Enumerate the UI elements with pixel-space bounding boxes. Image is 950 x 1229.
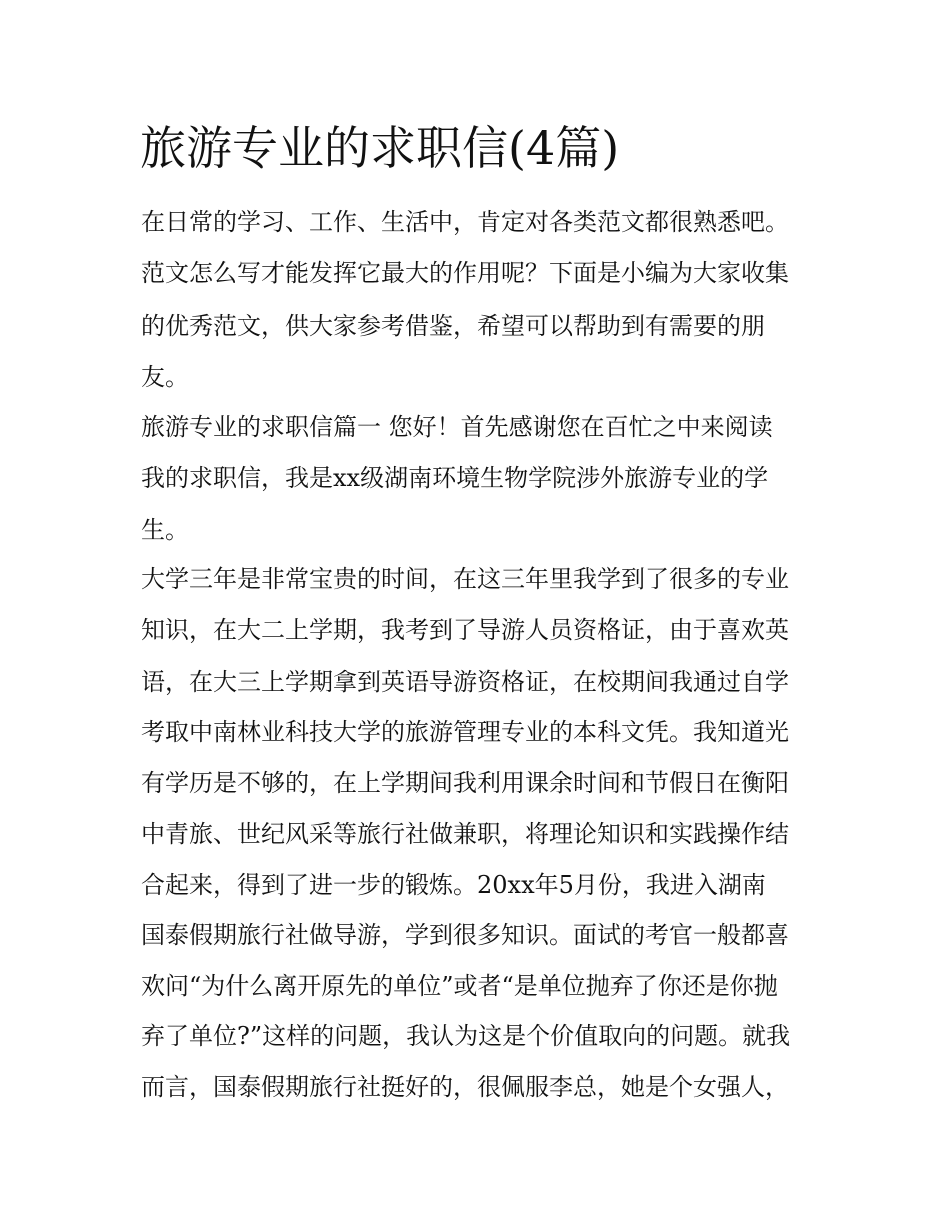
text-line: 在日常的学习、工作、生活中，肯定对各类范文都很熟悉吧。 bbox=[141, 208, 789, 236]
text-line: 欢问“为什么离开原先的单位”或者“是单位抛弃了你还是你抛 bbox=[141, 972, 778, 1000]
text-line: 而言，国泰假期旅行社挺好的，很佩服李总，她是个女强人， bbox=[141, 1073, 789, 1101]
text-line: 范文怎么写才能发挥它最大的作用呢？下面是小编为大家收集 bbox=[141, 259, 789, 287]
text-line: 考取中南林业科技大学的旅游管理专业的本科文凭。我知道光 bbox=[141, 718, 789, 746]
text-line: 知识，在大二上学期，我考到了导游人员资格证，由于喜欢英 bbox=[141, 616, 789, 644]
text-line: 国泰假期旅行社做导游，学到很多知识。面试的考官一般都喜 bbox=[141, 921, 789, 949]
text-line: 大学三年是非常宝贵的时间，在这三年里我学到了很多的专业 bbox=[141, 565, 789, 593]
text-line: 弃了单位?”这样的问题，我认为这是个价值取向的问题。就我 bbox=[141, 1022, 791, 1050]
text-line: 中青旅、世纪风采等旅行社做兼职，将理论知识和实践操作结 bbox=[141, 820, 789, 848]
text-line: 友。 bbox=[141, 363, 189, 391]
text-line: 有学历是不够的，在上学期间我利用课余时间和节假日在衡阳 bbox=[141, 769, 789, 797]
text-line: 语，在大三上学期拿到英语导游资格证，在校期间我通过自学 bbox=[141, 668, 789, 696]
document-title: 旅游专业的求职信(4篇) bbox=[140, 121, 620, 175]
text-line: 合起来，得到了进一步的锻炼。20xx年5月份，我进入湖南 bbox=[141, 871, 766, 899]
text-line: 的优秀范文，供大家参考借鉴，希望可以帮助到有需要的朋 bbox=[141, 312, 765, 340]
text-line: 我的求职信，我是xx级湖南环境生物学院涉外旅游专业的学 bbox=[141, 464, 769, 492]
text-line: 生。 bbox=[141, 516, 189, 544]
text-line: 旅游专业的求职信篇一 您好！首先感谢您在百忙之中来阅读 bbox=[141, 413, 773, 441]
